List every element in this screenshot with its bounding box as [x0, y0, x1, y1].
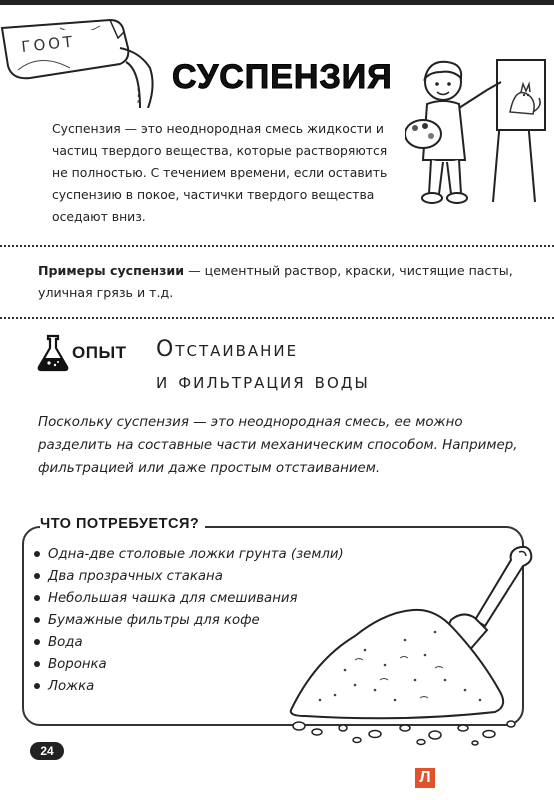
- list-item: Два прозрачных стакана: [34, 566, 324, 588]
- bullet-icon: [34, 683, 40, 689]
- requirements-list: [34, 544, 344, 698]
- dotted-divider: [0, 245, 554, 247]
- examples-paragraph: [38, 260, 533, 304]
- list-item: Воронка: [34, 654, 324, 676]
- dotted-divider: [0, 317, 554, 319]
- list-item: Одна-две столовые ложки грунта (земли): [34, 544, 324, 566]
- bullet-icon: [34, 617, 40, 623]
- requirements-heading: ЧТО ПОТРЕБУЕТСЯ?: [40, 516, 205, 532]
- page-number: 24: [30, 742, 64, 760]
- paint-tube-icon: [0, 8, 175, 108]
- experiment-label: ОПЫТ: [72, 343, 127, 362]
- dirt-pile-with-shovel-illustration: [285, 540, 545, 750]
- flask-icon: [36, 334, 70, 372]
- top-border: [0, 0, 554, 5]
- list-item: Бумажные фильтры для кофе: [34, 610, 324, 632]
- experiment-title: [156, 334, 370, 398]
- experiment-paragraph: Поскольку суспензия — это неоднородная смесь, ее можно разделить на составные части механическим способом. Например, фильтрацией или даже простым отстаиванием.: [38, 415, 518, 476]
- experiment-title-line2: и фильтрация воды: [156, 369, 370, 394]
- list-item: Ложка: [34, 676, 324, 698]
- bullet-icon: [34, 573, 40, 579]
- page-title: СУСПЕНЗИЯ: [172, 58, 393, 96]
- painter-boy-illustration: [405, 42, 550, 207]
- examples-label: Примеры суспензии: [38, 263, 185, 278]
- watermark-logo: Л: [415, 768, 435, 788]
- list-item: Небольшая чашка для смешивания: [34, 588, 324, 610]
- tube-label: ГООТ: [20, 32, 77, 56]
- bullet-icon: [34, 661, 40, 667]
- examples-text: — цементный раствор, краски, чистящие пасты, уличная грязь и т.д.: [38, 263, 513, 300]
- bullet-icon: [34, 639, 40, 645]
- intro-paragraph: Суспензия — это неоднородная смесь жидкости и частиц твердого вещества, которые растворяются не полностью. С течением времени, если оставить суспензию в покое, частички твердого вещества оседают вниз.: [52, 121, 388, 224]
- bullet-icon: [34, 551, 40, 557]
- list-item: Вода: [34, 632, 324, 654]
- experiment-title-line1: Отстаивание: [156, 337, 299, 362]
- bullet-icon: [34, 595, 40, 601]
